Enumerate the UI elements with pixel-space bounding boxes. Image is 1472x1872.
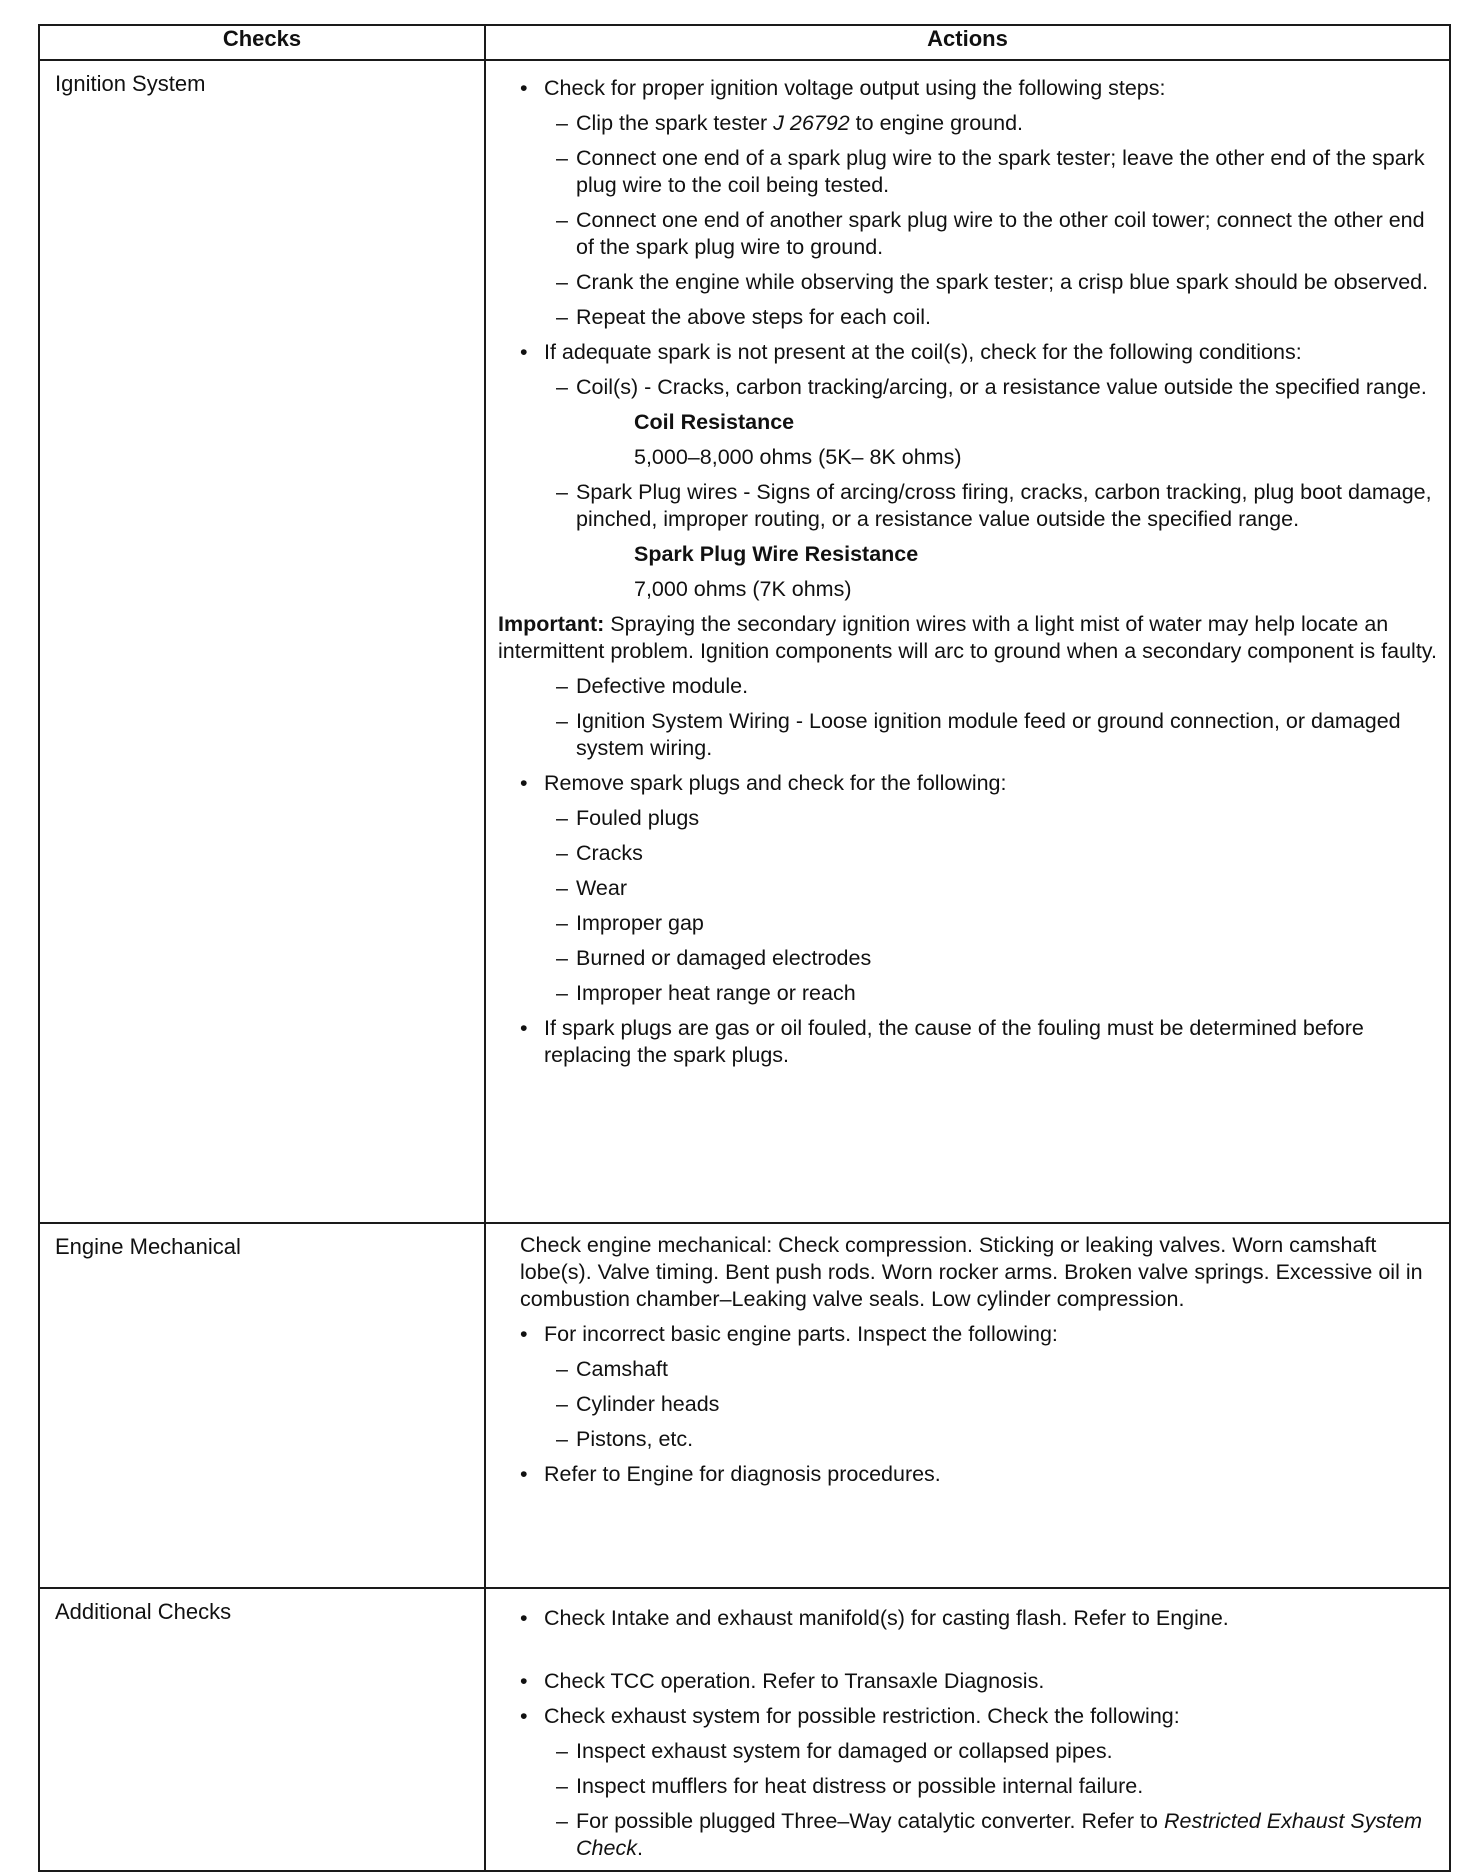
- list-item: [498, 673, 1437, 700]
- item-text: Burned or damaged electrodes: [576, 946, 872, 970]
- bullet-marker: •: [520, 1669, 528, 1693]
- list-item: [498, 374, 1437, 401]
- coil-resistance-value: 5,000–8,000 ohms (5K– 8K ohms): [634, 445, 962, 469]
- item-text: to engine ground.: [849, 111, 1024, 135]
- dash-marker: –: [556, 1774, 568, 1798]
- dash-marker: –: [556, 480, 568, 504]
- dash-marker: –: [556, 981, 568, 1005]
- list-item: [498, 479, 1437, 533]
- dash-marker: –: [556, 1739, 568, 1763]
- dash-marker: –: [556, 375, 568, 399]
- item-text: Crank the engine while observing the spark tester; a crisp blue spark should be observed.: [576, 270, 1429, 294]
- item-text: For incorrect basic engine parts. Inspect the following:: [544, 1322, 1058, 1346]
- list-item: [498, 945, 1437, 972]
- item-text: Inspect mufflers for heat distress or possible internal failure.: [576, 1774, 1144, 1798]
- list-item: [498, 339, 1437, 366]
- coil-resistance-title: Coil Resistance: [634, 410, 795, 434]
- list-item: [498, 1738, 1437, 1765]
- item-text: Clip the spark tester: [576, 111, 774, 135]
- item-text: Connect one end of another spark plug wire to the other coil tower; connect the other end of the spark plug wire to ground.: [576, 208, 1425, 259]
- diagnostic-table: [38, 24, 1451, 1872]
- item-text: Camshaft: [576, 1357, 669, 1381]
- list-item: [498, 910, 1437, 937]
- dash-marker: –: [556, 911, 568, 935]
- list-item: [498, 145, 1437, 199]
- list-item: [498, 1321, 1437, 1348]
- dash-marker: –: [556, 841, 568, 865]
- item-text: Wear: [576, 876, 627, 900]
- dash-marker: –: [556, 305, 568, 329]
- bullet-marker: •: [520, 1462, 528, 1486]
- item-text: Coil(s) - Cracks, carbon tracking/arcing, or a resistance value outside the specified range.: [576, 375, 1427, 399]
- item-text: Inspect exhaust system for damaged or collapsed pipes.: [576, 1739, 1113, 1763]
- dash-marker: –: [556, 806, 568, 830]
- item-text: Improper gap: [576, 911, 704, 935]
- list-item: [498, 207, 1437, 261]
- dash-marker: –: [556, 1809, 568, 1833]
- bullet-marker: •: [520, 1606, 528, 1630]
- item-text: For possible plugged Three–Way catalytic converter. Refer to: [576, 1809, 1164, 1833]
- bullet-marker: •: [520, 76, 528, 100]
- table-row: [39, 1223, 1450, 1588]
- dash-marker: –: [556, 709, 568, 733]
- important-label: Important:: [498, 612, 605, 636]
- item-text: If adequate spark is not present at the coil(s), check for the following conditions:: [544, 340, 1302, 364]
- list-item: [498, 110, 1437, 137]
- table-header-row: [39, 25, 1450, 60]
- wire-resistance-title: Spark Plug Wire Resistance: [634, 542, 919, 566]
- list-item: [498, 1703, 1437, 1730]
- item-text: If spark plugs are gas or oil fouled, the cause of the fouling must be determined before replacing the spark plugs.: [544, 1016, 1364, 1067]
- dash-marker: –: [556, 111, 568, 135]
- list-item: [498, 1808, 1437, 1862]
- important-note: [498, 611, 1437, 665]
- list-item: [498, 840, 1437, 867]
- item-text: Spark Plug wires - Signs of arcing/cross firing, cracks, carbon tracking, plug boot damage, pinched, improper routing, or a resistance value outside the specified range.: [576, 480, 1432, 531]
- restricted-exhaust-reference: Restricted Exhaust System Check: [576, 1809, 1423, 1860]
- item-text: Defective module.: [576, 674, 749, 698]
- important-text: Spraying the secondary ignition wires with a light mist of water may help locate an intermittent problem. Ignition components will arc to ground when a secondary component is faulty.: [498, 612, 1437, 663]
- list-item: [498, 1426, 1437, 1453]
- dash-marker: –: [556, 270, 568, 294]
- dash-marker: –: [556, 208, 568, 232]
- dash-marker: –: [556, 674, 568, 698]
- engine-intro: Check engine mechanical: Check compression. Sticking or leaking valves. Worn camshaft lobe(s). Valve timing. Bent push rods. Worn rocker arms. Broken valve springs. Excessive oil in combustion chamber–Leaking valve seals. Low cylinder compression.: [520, 1233, 1423, 1311]
- actions-engine: [485, 1223, 1450, 1588]
- list-item: [498, 708, 1437, 762]
- dash-marker: –: [556, 1392, 568, 1416]
- dash-marker: –: [556, 1357, 568, 1381]
- actions-ignition: [485, 60, 1450, 1223]
- dash-marker: –: [556, 1427, 568, 1451]
- item-text: Check Intake and exhaust manifold(s) for casting flash. Refer to Engine.: [544, 1606, 1229, 1630]
- list-item: [498, 304, 1437, 331]
- bullet-marker: •: [520, 1016, 528, 1040]
- item-text: Repeat the above steps for each coil.: [576, 305, 931, 329]
- dash-marker: –: [556, 146, 568, 170]
- check-name-additional: Additional Checks: [39, 1588, 485, 1871]
- list-item: [498, 805, 1437, 832]
- wire-resistance-value: 7,000 ohms (7K ohms): [634, 577, 852, 601]
- bullet-marker: •: [520, 340, 528, 364]
- list-item: [498, 1391, 1437, 1418]
- item-text: Check for proper ignition voltage output using the following steps:: [544, 76, 1166, 100]
- item-text: Improper heat range or reach: [576, 981, 856, 1005]
- tool-reference: J 26792: [773, 111, 850, 135]
- dash-marker: –: [556, 946, 568, 970]
- list-item: [498, 1605, 1437, 1632]
- item-text: Pistons, etc.: [576, 1427, 694, 1451]
- list-item: [498, 875, 1437, 902]
- item-text: Remove spark plugs and check for the following:: [544, 771, 1007, 795]
- list-item: [498, 1015, 1437, 1069]
- table-row: [39, 60, 1450, 1223]
- bullet-marker: •: [520, 771, 528, 795]
- table-row: [39, 1588, 1450, 1871]
- list-item: [498, 1461, 1437, 1488]
- header-actions: Actions: [485, 25, 1450, 60]
- list-item: [498, 75, 1437, 102]
- list-item: [498, 269, 1437, 296]
- list-item: [498, 1773, 1437, 1800]
- bullet-marker: •: [520, 1704, 528, 1728]
- item-text: Fouled plugs: [576, 806, 700, 830]
- item-text: Check exhaust system for possible restriction. Check the following:: [544, 1704, 1180, 1728]
- check-name-ignition: Ignition System: [39, 60, 485, 1223]
- list-item: [498, 770, 1437, 797]
- check-name-engine: Engine Mechanical: [39, 1223, 485, 1588]
- dash-marker: –: [556, 876, 568, 900]
- item-text: Check TCC operation. Refer to Transaxle Diagnosis.: [544, 1669, 1045, 1693]
- spacer: [498, 1640, 1437, 1668]
- list-item: [498, 1668, 1437, 1695]
- item-text: Refer to Engine for diagnosis procedures.: [544, 1462, 941, 1486]
- header-checks: Checks: [39, 25, 485, 60]
- list-item: [498, 980, 1437, 1007]
- item-text: Cracks: [576, 841, 643, 865]
- item-text: Connect one end of a spark plug wire to the spark tester; leave the other end of the spark plug wire to the coil being tested.: [576, 146, 1425, 197]
- list-item: [498, 1356, 1437, 1383]
- item-text: Ignition System Wiring - Loose ignition module feed or ground connection, or damaged system wiring.: [576, 709, 1401, 760]
- actions-additional: [485, 1588, 1450, 1871]
- item-text: Cylinder heads: [576, 1392, 720, 1416]
- item-text: .: [636, 1836, 643, 1860]
- bullet-marker: •: [520, 1322, 528, 1346]
